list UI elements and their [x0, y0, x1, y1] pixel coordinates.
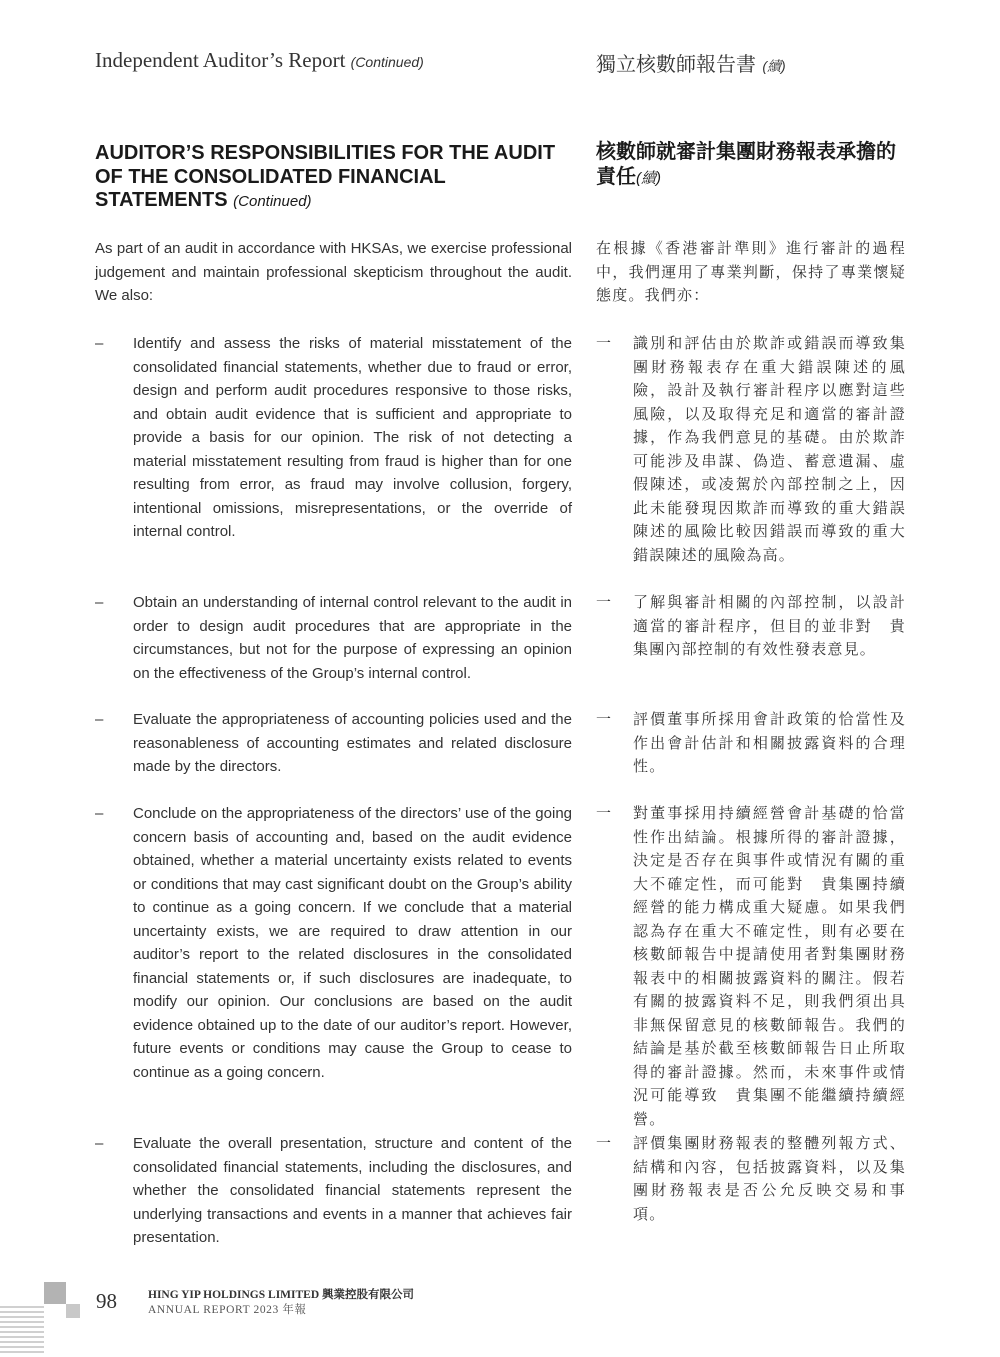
running-header-continued-zh: (續) — [762, 58, 786, 74]
bullet-dash: 一 — [596, 805, 612, 822]
running-header-zh — [596, 48, 786, 77]
bullet-dash: 一 — [596, 1135, 612, 1152]
bullet-text-zh: 評價集團財務報表的整體列報方式、結構和內容，包括披露資料，以及集團財務報表是否公允反映交易和事項。 — [633, 1135, 906, 1223]
bullet-dash: – — [95, 805, 104, 822]
running-header-title-en: Independent Auditor’s Report — [95, 48, 346, 72]
section-title-zh-continued: (續) — [636, 170, 661, 187]
bullet-dash: 一 — [596, 594, 612, 611]
bullet-text-zh: 對董事採用持續經營會計基礎的恰當性作出結論。根據所得的審計證據，決定是否存在與事件或情況有關的重大不確定性，而可能對 貴集團持續經營的能力構成重大疑慮。如果我們認為存在重大不確定性，則有必要在核數師報告中提請使用者對集團財務報表中的相關披露資料的關注。假若有關的披露資料不足，則我們須出具非無保留意見的核數師報告。我們的結論是基於截至核數師報告日止所取得的審計證據。然而，未來事件或情況可能導致 貴集團不能繼續持續經營。 — [633, 805, 906, 1128]
bullet-dash: – — [95, 594, 104, 611]
bullet-text-zh: 評價董事所採用會計政策的恰當性及作出會計估計和相關披露資料的合理性。 — [633, 711, 906, 775]
bullet-text-en: Evaluate the overall presentation, structure and content of the consolidated financial statements, including the disclosures, and whether the consolidated financial statements represent the underlying transactions and events in a manner that achieves fair presentation. — [133, 1135, 572, 1246]
bullet-text-en: Conclude on the appropriateness of the directors’ use of the going concern basis of accounting and, based on the audit evidence obtained, whether a material uncertainty exists related to events or conditions that may cast significant doubt on the Group’s ability to continue as a going concern. If we conclude that a material uncertainty exists, we are required to draw attention in our auditor’s report to the related disclosures in the consolidated financial statements or, if such disclosures are inadequate, to modify our opinion. Our conclusions are based on the audit evidence obtained up to the date of our auditor’s report. However, future events or conditions may cause the Group to cease to continue as a going concern. — [133, 805, 572, 1081]
footer-company-name: HING YIP HOLDINGS LIMITED 興業控股有限公司 — [148, 1289, 415, 1301]
section-title-en — [95, 142, 572, 214]
bullet-text-en: Identify and assess the risks of material misstatement of the consolidated financial statements, whether due to fraud or error, design and perform audit procedures responsive to those risks, and obtain audit evidence that is sufficient and appropriate to provide a basis for our opinion. The risk of not detecting a material misstatement resulting from fraud is higher than for one resulting from error, as fraud may involve collusion, forgery, intentional omissions, misrepresentations, or the override of internal control. — [133, 335, 572, 540]
running-header-title-zh: 獨立核數師報告書 — [596, 52, 756, 76]
section-title-en-continued: (Continued) — [233, 193, 312, 210]
intro-paragraph-en: As part of an audit in accordance with HKSAs, we exercise professional judgement and maintain professional skepticism throughout the audit. We also: — [95, 240, 572, 304]
bullet-text-en: Evaluate the appropriateness of accounting policies used and the reasonableness of accounting estimates and related disclosure made by the directors. — [133, 711, 572, 775]
bullet-text-en: Obtain an understanding of internal control relevant to the audit in order to design audit procedures that are appropriate in the circumstances, but not for the purpose of expressing an opinion on the effectiveness of the Group’s internal control. — [133, 594, 572, 682]
footer-stripe-mark — [0, 1282, 90, 1357]
bullet-text-zh: 識別和評估由於欺詐或錯誤而導致集團財務報表存在重大錯誤陳述的風險，設計及執行審計程序以應對這些風險，以及取得充足和適當的審計證據，作為我們意見的基礎。由於欺詐可能涉及串謀、偽造、蓄意遺漏、虛假陳述，或凌駕於內部控制之上，因此未能發現因欺詐而導致的重大錯誤陳述的風險比較因錯誤而導致的重大錯誤陳述的風險為高。 — [633, 335, 906, 564]
page-number: 98 — [96, 1289, 117, 1313]
section-title-en-text: AUDITOR’S RESPONSIBILITIES FOR THE AUDIT OF THE CONSOLIDATED FINANCIAL STATEMENTS — [95, 142, 556, 211]
bullet-dash: – — [95, 711, 104, 728]
bullet-dash: 一 — [596, 335, 612, 352]
footer-report-name: ANNUAL REPORT 2023 年報 — [148, 1304, 307, 1316]
section-title-zh — [596, 140, 906, 191]
section-title-zh-text: 核數師就審計集團財務報表承擔的責任 — [596, 141, 896, 188]
bullet-dash: – — [95, 1135, 104, 1152]
bullet-dash: – — [95, 335, 104, 352]
bullet-text-zh: 了解與審計相關的內部控制，以設計適當的審計程序，但目的並非對 貴集團內部控制的有效性發表意見。 — [633, 594, 906, 658]
bullet-dash: 一 — [596, 711, 612, 728]
running-header-continued-en: (Continued) — [350, 54, 424, 70]
running-header-en — [95, 48, 424, 73]
intro-paragraph-zh: 在根據《香港審計準則》進行審計的過程中，我們運用了專業判斷，保持了專業懷疑態度。我們亦： — [596, 240, 906, 304]
